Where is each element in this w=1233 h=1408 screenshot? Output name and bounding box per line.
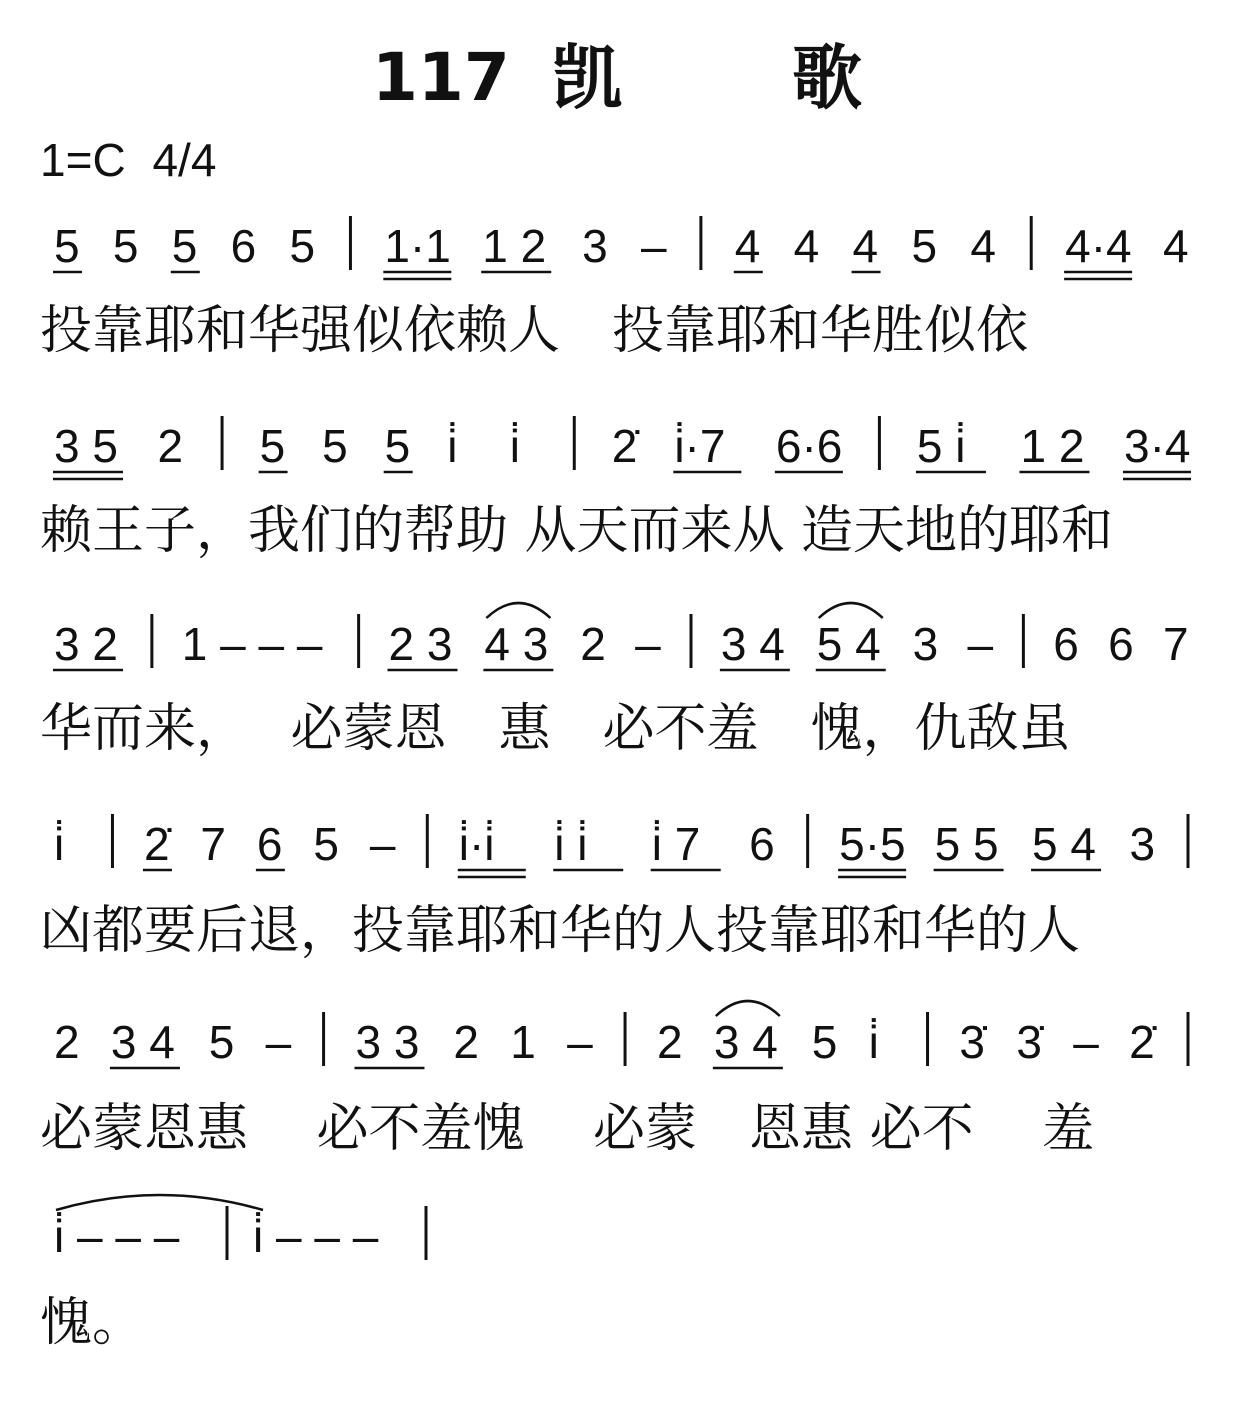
notation-token: 3	[582, 220, 608, 272]
notation-token: 5 4	[816, 618, 881, 670]
key-signature: 1=C	[40, 134, 126, 186]
notation-token: 5	[112, 220, 139, 272]
notation-token: 2	[580, 618, 606, 670]
notation-token: 5·5	[839, 818, 906, 870]
song-title-char-1: 凯	[552, 37, 622, 119]
notation-token: 3	[912, 618, 939, 670]
lyric-line-3: 华而来， 必蒙恩 惠 必不羞 愧，仇敌虽	[40, 699, 1071, 759]
notation-token: i̇ – – –	[253, 1210, 379, 1262]
notation-token: i̇·7	[674, 420, 726, 472]
notation-token: 3 2	[54, 618, 118, 670]
notation-token: 7	[1163, 618, 1189, 670]
notation-token: 4 3	[484, 618, 549, 670]
notation-token: 5	[54, 220, 80, 272]
lyric-line-4: 凶都要后退，投靠耶和华的人投靠耶和华的人	[40, 901, 1081, 961]
notation-token: i̇ i̇	[554, 818, 588, 870]
notation-token: 5 5	[934, 818, 999, 870]
notation-token: 1	[510, 1016, 536, 1068]
notation-token: –	[369, 818, 396, 870]
notation-token: 2	[656, 1016, 683, 1068]
notation-token: 2	[157, 420, 184, 472]
notation-token: 5 4	[1032, 818, 1097, 870]
notation-token: –	[567, 1016, 593, 1068]
notation-token: 4	[793, 220, 820, 272]
notation-token: i̇ – – –	[54, 1210, 180, 1262]
notation-token: 5	[811, 1016, 838, 1068]
notation-token: 6·6	[775, 420, 843, 472]
notation-token: i̇·i̇	[458, 818, 495, 870]
notation-token: i̇	[447, 420, 458, 472]
slur-arc	[56, 1195, 263, 1210]
slur-arc	[486, 603, 550, 618]
notation-token: 2 3	[388, 618, 453, 670]
notation-token: 5	[208, 1016, 235, 1068]
notation-token: 6	[1108, 618, 1134, 670]
notation-token: i̇	[868, 1016, 879, 1068]
notation-token: 3·4	[1124, 420, 1191, 472]
notation-token: –	[1073, 1016, 1099, 1068]
notation-token: –	[265, 1016, 292, 1068]
notation-token: i̇	[509, 420, 520, 472]
notation-token: 5	[313, 818, 339, 870]
lyric-line-6: 愧。	[40, 1293, 145, 1353]
notation-token: 2̇	[611, 420, 638, 472]
notation-token: –	[635, 618, 661, 670]
notation-token: 1 2	[482, 220, 547, 272]
notation-token: 2̇	[143, 818, 170, 870]
notation-token: 6	[1053, 618, 1079, 670]
lyric-line-5: 必蒙恩惠 必不羞愧 必蒙 恩惠 必不 羞	[40, 1099, 1095, 1159]
song-title-char-2: 歌	[792, 37, 862, 119]
notation-token: 1 – – –	[181, 618, 323, 670]
lyric-line-2: 赖王子，我们的帮助 从天而来从 造天地的耶和	[40, 501, 1114, 561]
notation-token: 2	[453, 1016, 479, 1068]
notation-token: 7	[200, 818, 227, 870]
song-number: 117	[372, 39, 510, 116]
slur-arc	[819, 603, 883, 618]
notation-token: 5	[259, 420, 286, 472]
notation-token: 6	[749, 818, 775, 870]
notation-token: 3 4	[720, 618, 785, 670]
notation-token: 4·4	[1065, 220, 1132, 272]
notation-token: 2	[54, 1016, 80, 1068]
notation-token: –	[641, 220, 667, 272]
lyric-line-1: 投靠耶和华强似依赖人 投靠耶和华胜似依	[40, 301, 1029, 361]
notation-token: 5	[384, 420, 411, 472]
notation-token: i̇ 7	[651, 818, 701, 870]
notation-token: 3 4	[110, 1016, 175, 1068]
notation-token: 2̇	[1129, 1016, 1155, 1068]
notation-token: 5	[289, 220, 316, 272]
notation-token: 3 3	[355, 1016, 420, 1068]
notation-token: 1·1	[384, 220, 451, 272]
notation-token: 5	[911, 220, 938, 272]
notation-token: 1 2	[1020, 420, 1085, 472]
notation-token: 5	[322, 420, 348, 472]
notation-token: –	[967, 618, 994, 670]
time-signature: 4/4	[152, 134, 217, 186]
notation-token: 4	[970, 220, 996, 272]
notation-token: 3̇	[1016, 1016, 1042, 1068]
notation-token: 3	[1129, 818, 1156, 870]
notation-token: 3 4	[713, 1016, 778, 1068]
slur-arc	[716, 1001, 780, 1016]
notation-token: 5	[171, 220, 198, 272]
notation-token: 6	[230, 220, 257, 272]
notation-token: 4	[1163, 220, 1189, 272]
notation-token: 6	[256, 818, 283, 870]
notation-token: 5 i̇	[916, 420, 966, 472]
notation-token: 4	[852, 220, 879, 272]
notation-token: 3̇	[959, 1016, 986, 1068]
notation-token: 3 5	[54, 420, 118, 472]
notation-token: 4	[734, 220, 761, 272]
notation-token: i̇	[54, 818, 65, 870]
